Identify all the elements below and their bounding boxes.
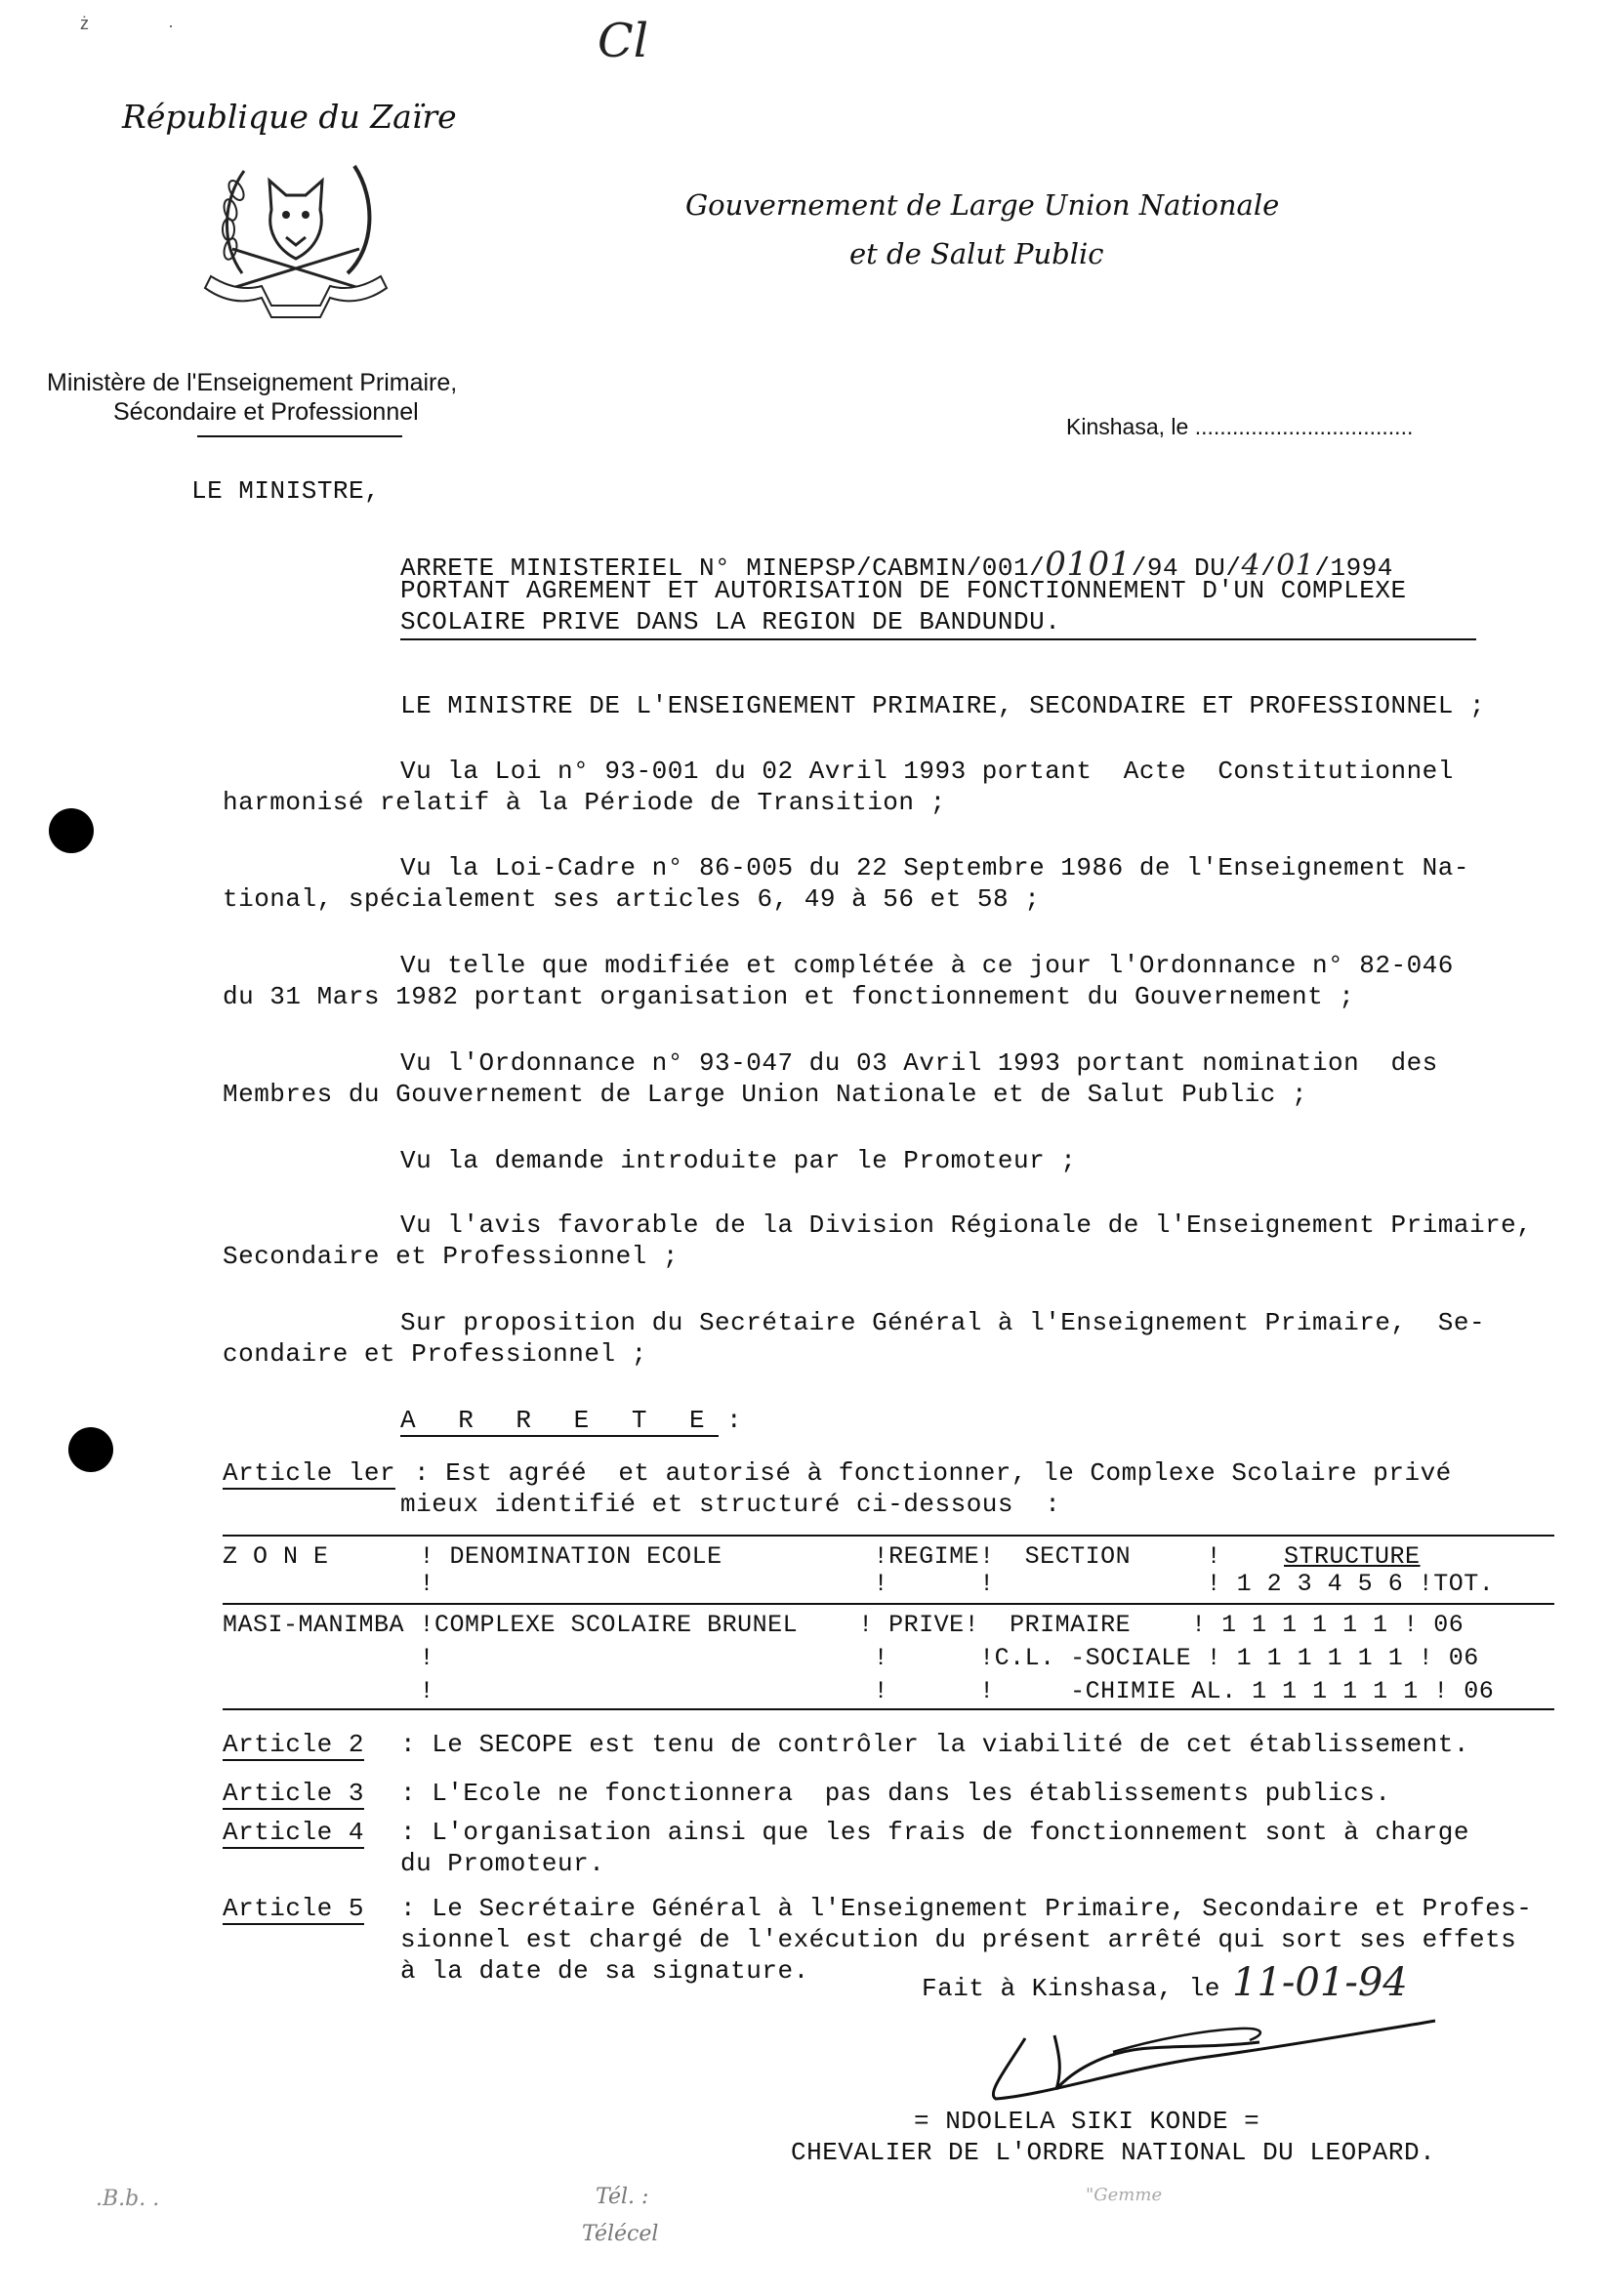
handwritten-annotation: Cl [598,14,649,68]
consideration-4-line-2: Membres du Gouvernement de Large Union Nationale et de Salut Public ; [223,1080,1308,1109]
article-3-text: : L'Ecole ne fonctionnera pas dans les établissements publics. [400,1779,1391,1808]
decree-month-handwritten: 01 [1276,549,1315,583]
consideration-7-line-2: condaire et Professionnel ; [223,1339,647,1369]
footer-mark-4: "Gemme [1086,2185,1163,2205]
corner-mark-right: · [168,16,174,35]
arrete-colon: : [726,1406,743,1435]
table-row-1: MASI-MANIMBA !COMPLEXE SCOLAIRE BRUNEL ! PRIVE! PRIMAIRE ! 1 1 1 1 1 1 ! 06 [223,1611,1465,1639]
table-header-rule [223,1603,1554,1605]
decree-line-2: PORTANT AGREMENT ET AUTORISATION DE FONCTIONNEMENT D'UN COMPLEXE [400,576,1407,605]
handwritten-signature [967,2001,1445,2109]
article-1-text-1: : Est agréé et autorisé à fonctionner, le Complexe Scolaire privé [414,1458,1452,1488]
government-line-1: Gouvernement de Large Union Nationale [685,188,1280,222]
signatory-name: = NDOLELA SIKI KONDE = [914,2107,1260,2136]
le-ministre-heading: LE MINISTRE, [191,476,381,506]
consideration-7-line-1: Sur proposition du Secrétaire Général à l'Enseignement Primaire, Se- [400,1308,1486,1337]
article-4-label: Article 4 [223,1818,364,1847]
consideration-2-line-2: tional, spécialement ses articles 6, 49 à 56 et 58 ; [223,884,1041,914]
decree-line-1: ARRETE MINISTERIEL N° MINEPSP/CABMIN/001/0101/94 DU/4/01/1994 [400,545,1393,584]
ministry-line-1: Ministère de l'Enseignement Primaire, [47,369,458,396]
article-2-label: Article 2 [223,1730,364,1759]
republic-title: République du Zaïre [122,98,457,136]
table-header-structure: STRUCTURE [1284,1542,1421,1571]
table-row-3: ! ! ! -CHIMIE AL. 1 1 1 1 1 1 ! 06 [223,1677,1495,1705]
ministry-line-2: Sécondaire et Professionnel [113,398,419,426]
article-1-label: Article ler [223,1458,396,1488]
consideration-4-line-1: Vu l'Ordonnance n° 93-047 du 03 Avril 1993 portant nomination des [400,1048,1438,1078]
decree-underline [400,638,1476,640]
table-row-2: ! ! !C.L. -SOCIALE ! 1 1 1 1 1 1 ! 06 [223,1644,1479,1672]
minister-title: LE MINISTRE DE L'ENSEIGNEMENT PRIMAIRE, SECONDAIRE ET PROFESSIONNEL ; [400,691,1486,720]
article-2-text: : Le SECOPE est tenu de contrôler la viabilité de cet établissement. [400,1730,1469,1759]
corner-mark-left: ż [80,14,89,33]
article-3-label: Article 3 [223,1779,364,1808]
table-header-row-1: Z O N E ! DENOMINATION ECOLE !REGIME! SECTION ! [223,1542,1222,1571]
consideration-6-line-1: Vu l'avis favorable de la Division Régionale de l'Enseignement Primaire, [400,1210,1533,1240]
decree-number-handwritten: 0101 [1045,545,1132,584]
punch-hole-1 [49,808,94,853]
footer-mark-3: Télécel [582,2222,659,2246]
table-header-row-2: ! ! ! ! 1 2 3 4 5 6 !TOT. [223,1570,1495,1598]
coat-of-arms-emblem [193,151,398,332]
article-4-text-2: du Promoteur. [400,1849,605,1878]
consideration-3-line-1: Vu telle que modifiée et complétée à ce jour l'Ordonnance n° 82-046 [400,951,1454,980]
article-5-label: Article 5 [223,1894,364,1923]
article-5-text-1: : Le Secrétaire Général à l'Enseignement Primaire, Secondaire et Profes- [400,1894,1533,1923]
table-top-rule [223,1535,1554,1537]
government-line-2: et de Salut Public [849,237,1104,270]
consideration-1-line-2: harmonisé relatif à la Période de Transition ; [223,788,946,817]
footer-mark-2: Tél. : [596,2185,649,2209]
article-4-text-1: : L'organisation ainsi que les frais de fonctionnement sont à charge [400,1818,1469,1847]
signature-date-handwritten: 11-01-94 [1232,1960,1408,2005]
footer-mark-1: .B.b. . [96,2187,160,2211]
decree-line-3: SCOLAIRE PRIVE DANS LA REGION DE BANDUNDU. [400,607,1061,636]
fait-a-kinshasa: Fait à Kinshasa, le [922,1974,1220,2003]
article-5-text-3: à la date de sa signature. [400,1956,809,1986]
consideration-1-line-1: Vu la Loi n° 93-001 du 02 Avril 1993 portant Acte Constitutionnel [400,757,1454,786]
consideration-2-line-1: Vu la Loi-Cadre n° 86-005 du 22 Septembre 1986 de l'Enseignement Na- [400,853,1469,882]
arrete-heading: A R R E T E [400,1406,719,1435]
punch-hole-2 [68,1427,113,1472]
consideration-6-line-2: Secondaire et Professionnel ; [223,1242,679,1271]
ministry-underline [197,435,402,437]
decree-day-handwritten: 4 [1241,549,1261,583]
article-5-text-2: sionnel est chargé de l'exécution du présent arrêté qui sort ses effets [400,1925,1517,1954]
consideration-5-line-1: Vu la demande introduite par le Promoteur ; [400,1146,1077,1175]
table-bottom-rule [223,1708,1554,1710]
place-date-line: Kinshasa, le ................................... [1066,414,1414,439]
article-1-text-2: mieux identifié et structuré ci-dessous : [400,1490,1061,1519]
signatory-title: CHEVALIER DE L'ORDRE NATIONAL DU LEOPARD. [791,2138,1436,2167]
consideration-3-line-2: du 31 Mars 1982 portant organisation et fonctionnement du Gouvernement ; [223,982,1355,1011]
